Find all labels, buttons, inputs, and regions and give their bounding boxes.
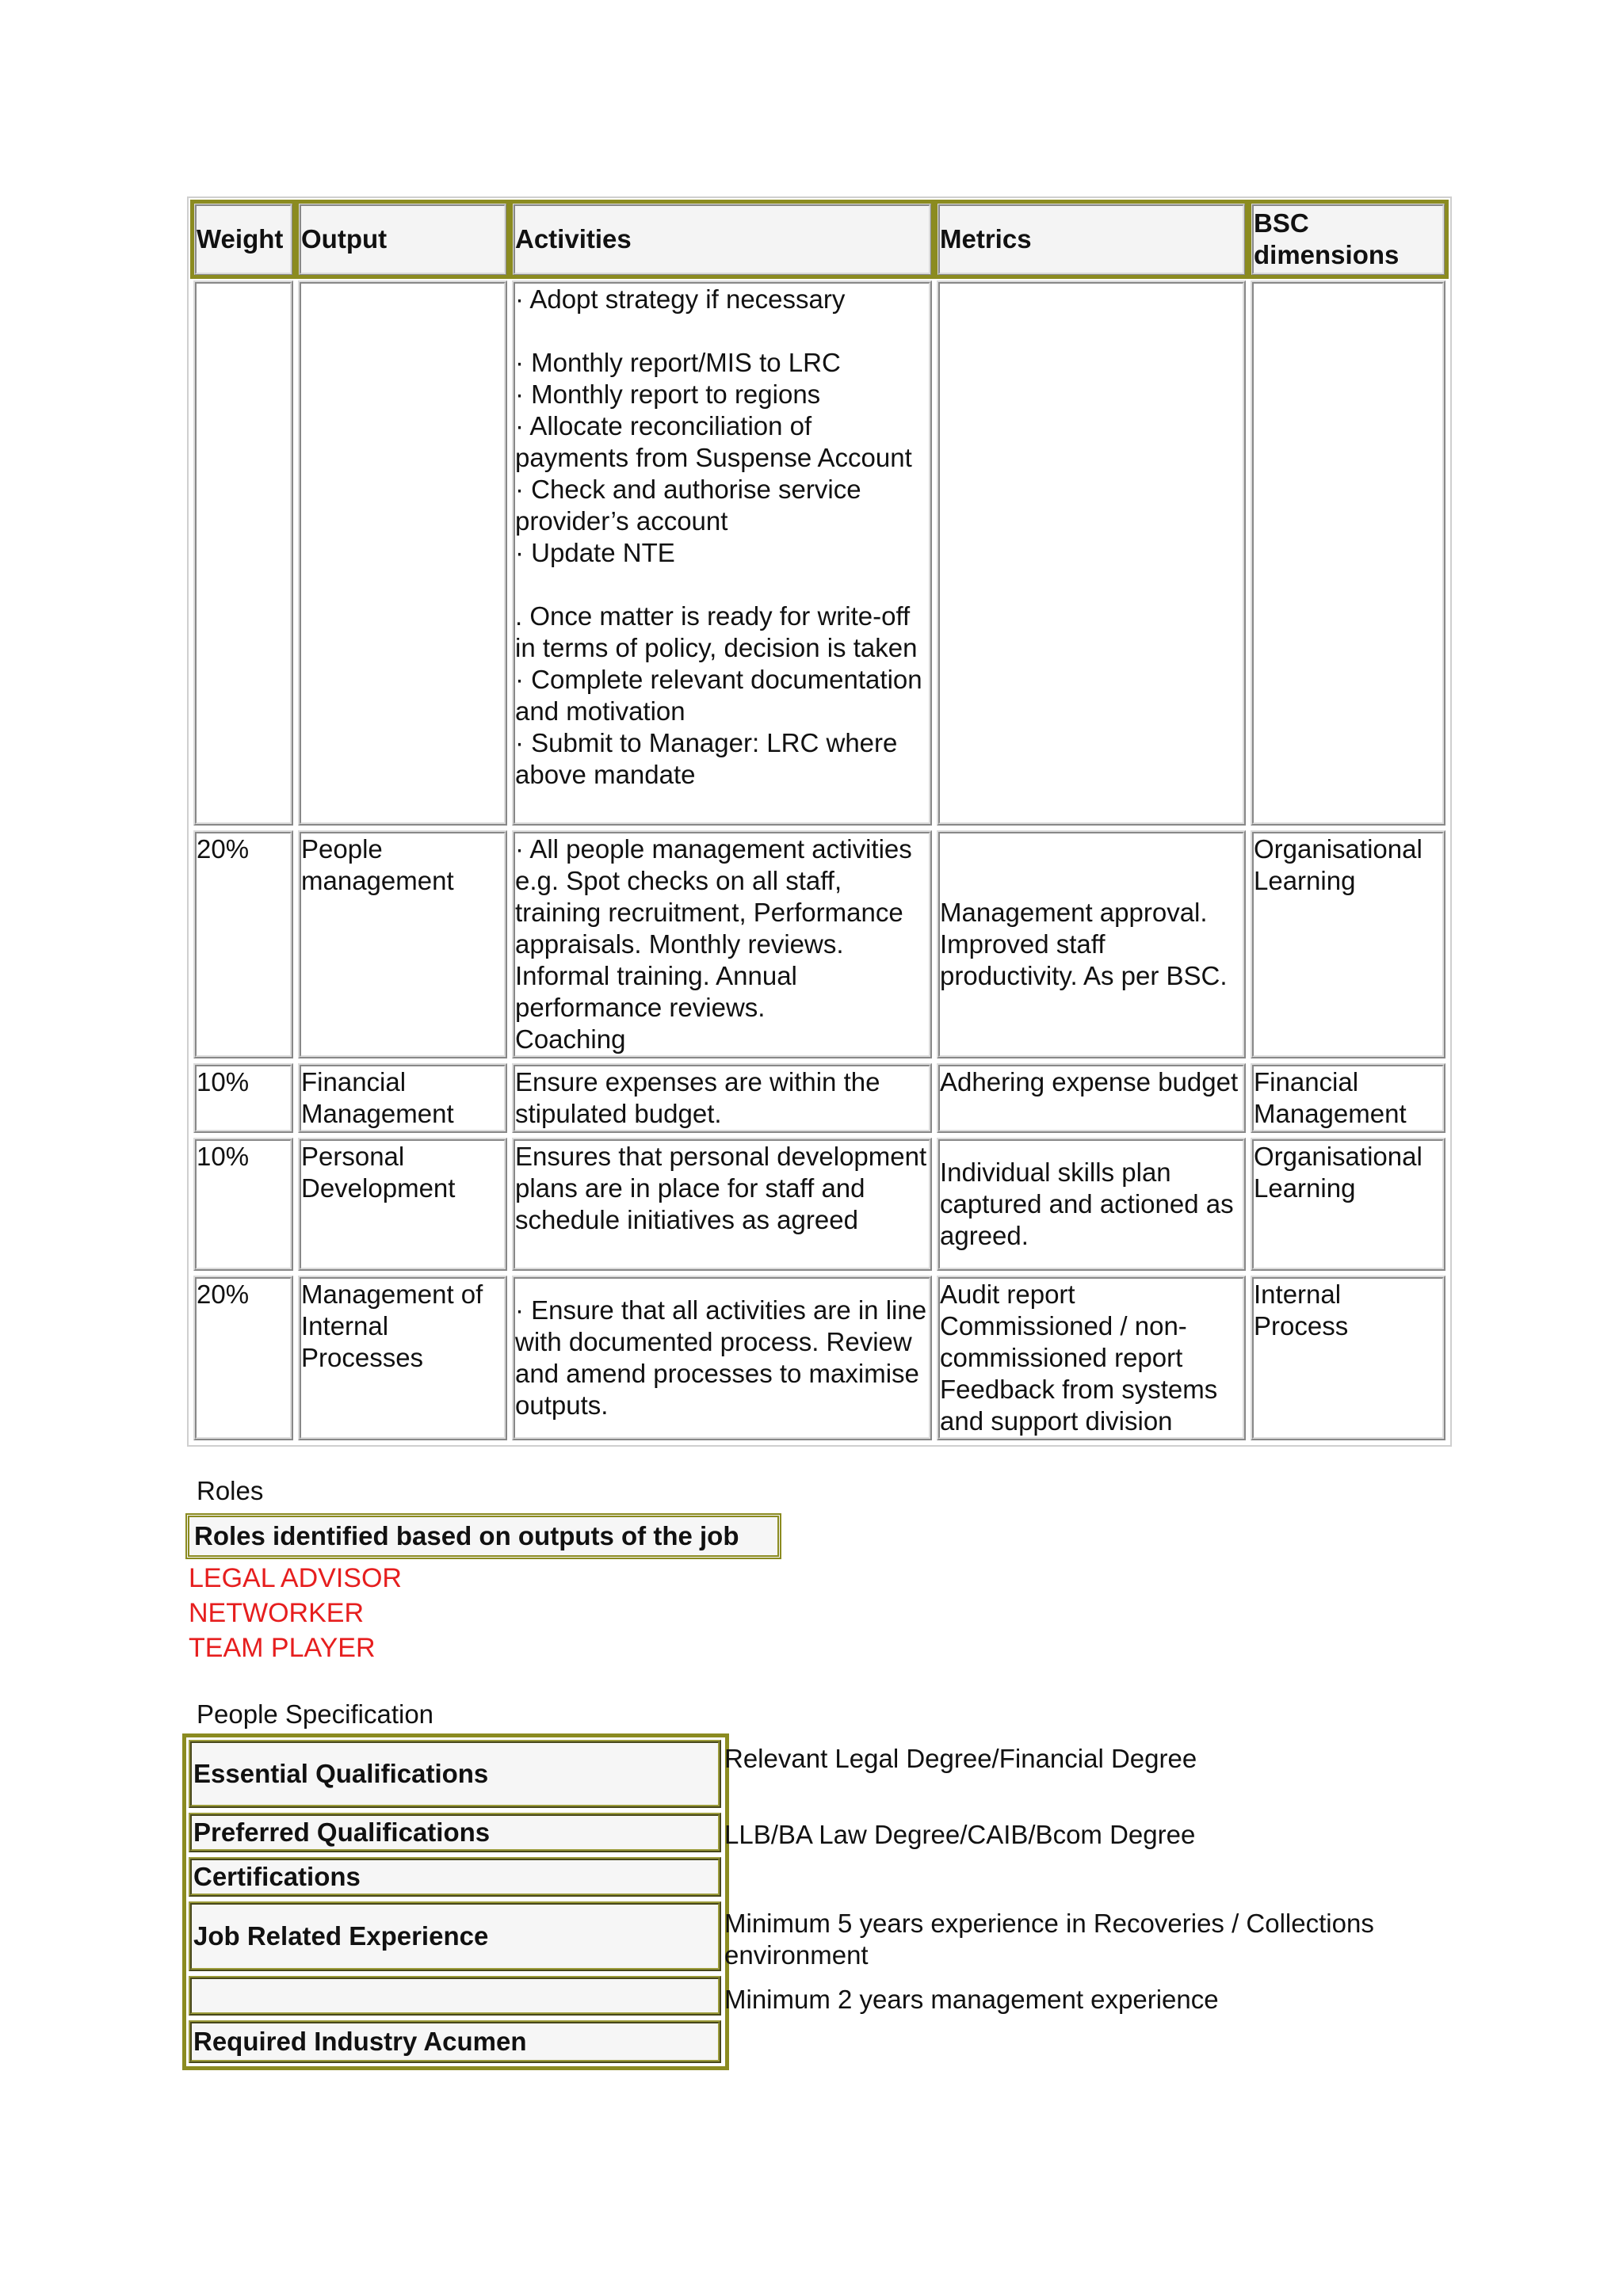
cell-weight: 10% [193, 1063, 293, 1133]
header-weight: Weight [193, 203, 293, 276]
cell-output [298, 280, 507, 826]
cell-bsc: Financial Management [1251, 1063, 1445, 1133]
table-row [193, 1138, 1445, 1271]
cell-bsc: Internal Process [1251, 1276, 1445, 1440]
spec-label-industry-acumen: Required Industry Acumen [189, 2020, 721, 2063]
spec-label-blank [189, 1976, 721, 2016]
cell-output: Personal Development [298, 1138, 507, 1271]
header-output: Output [298, 203, 507, 276]
cell-bsc [1251, 280, 1445, 826]
cell-output: Management of Internal Processes [298, 1276, 507, 1440]
spec-value-management-experience: Minimum 2 years management experience [724, 1985, 1219, 2014]
cell-metrics: Adhering expense budget [937, 1063, 1246, 1133]
spec-value-experience: Minimum 5 years experience in Recoveries / Collections environment [724, 1909, 1374, 1970]
cell-activities: · Ensure that all activities are in line with documented process. Review and amend processes to maximise outputs. [512, 1276, 932, 1440]
cell-output: People management [298, 830, 507, 1058]
table-row [193, 830, 1445, 1058]
cell-metrics: Audit report Commissioned / non-commissioned report Feedback from systems and support division [937, 1276, 1246, 1440]
cell-activities: Ensures that personal development plans are in place for staff and schedule initiatives as agreed [512, 1138, 932, 1271]
spec-value-preferred: LLB/BA Law Degree/CAIB/Bcom Degree [724, 1820, 1196, 1849]
people-spec-section-label: People Specification [197, 1699, 434, 1729]
cell-metrics: Management approval. Improved staff productivity. As per BSC. [937, 830, 1246, 1058]
cell-weight: 20% [193, 830, 293, 1058]
header-metrics: Metrics [937, 203, 1246, 276]
cell-output: Financial Management [298, 1063, 507, 1133]
roles-header: Roles identified based on outputs of the job [185, 1513, 781, 1559]
spec-label-essential: Essential Qualifications [189, 1740, 721, 1808]
cell-activities: Ensure expenses are within the stipulated budget. [512, 1063, 932, 1133]
role-item: TEAM PLAYER [189, 1633, 376, 1663]
roles-section-label: Roles [197, 1476, 264, 1505]
cell-activities: · Adopt strategy if necessary · Monthly report/MIS to LRC · Monthly report to regions · Allocate reconciliation of payments from Suspense Account · Check and authorise service provider’s account · Update NTE . Once matter is ready for write-off in terms of policy, decision is taken · Complete relevant documentation and motivation · Submit to Manager: LRC where above mandate [512, 280, 932, 826]
header-activities: Activities [512, 203, 932, 276]
cell-activities: · All people management activities e.g. Spot checks on all staff, training recruitment, Performance appraisals. Monthly reviews. Informal training. Annual performance reviews. Coaching [512, 830, 932, 1058]
cell-weight [193, 280, 293, 826]
kpi-header-row [193, 203, 1445, 276]
cell-bsc: Organisational Learning [1251, 1138, 1445, 1271]
spec-label-experience: Job Related Experience [189, 1901, 721, 1971]
table-row [193, 1276, 1445, 1440]
table-row [193, 1063, 1445, 1133]
cell-weight: 10% [193, 1138, 293, 1271]
spec-label-certifications: Certifications [189, 1857, 721, 1897]
cell-bsc: Organisational Learning [1251, 830, 1445, 1058]
spec-value-essential: Relevant Legal Degree/Financial Degree [724, 1744, 1197, 1773]
header-bsc: BSC dimensions [1251, 203, 1445, 276]
spec-label-preferred: Preferred Qualifications [189, 1813, 721, 1852]
role-item: LEGAL ADVISOR [189, 1563, 402, 1593]
kpi-table [187, 196, 1452, 1447]
role-item: NETWORKER [189, 1598, 364, 1628]
table-row [193, 280, 1445, 826]
cell-metrics: Individual skills plan captured and actioned as agreed. [937, 1138, 1246, 1271]
cell-metrics [937, 280, 1246, 826]
cell-weight: 20% [193, 1276, 293, 1440]
